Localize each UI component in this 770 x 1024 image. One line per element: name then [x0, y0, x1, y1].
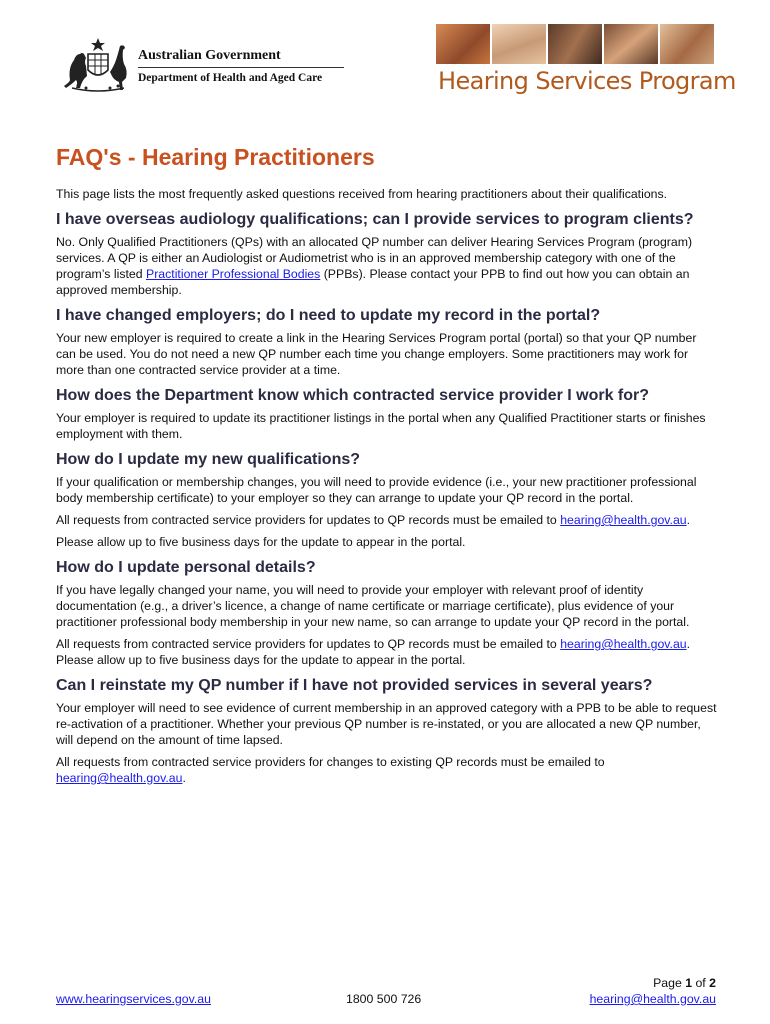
department-name: Department of Health and Aged Care — [138, 72, 323, 84]
page-label: Page — [653, 976, 682, 990]
faq-answer: If your qualification or membership changes, you will need to provide evidence (i.e., your new practitioner professional body membership certificate) to your employer so they can arrange to update your QP record in the portal. — [56, 475, 697, 505]
faq-answer — [56, 512, 718, 528]
faq-answer: If you have legally changed your name, you will need to provide your employer with relevant proof of identity documentation (e.g., a driver’s licence, a change of name certificate or marriage certificate), plus evidence of your practitioner professional body membership in your new name, so can arrange to update your QP record in the portal. — [56, 583, 690, 629]
page-current: 1 — [685, 976, 693, 990]
faq-question: I have changed employers; do I need to update my record in the portal? — [56, 307, 601, 324]
program-photo — [492, 24, 546, 64]
program-title: Hearing Services Program — [438, 67, 736, 95]
faq-question: How do I update personal details? — [56, 559, 316, 576]
faq-answer — [56, 234, 718, 298]
faq-answer: Please allow up to five business days for the update to appear in the portal. — [56, 535, 466, 549]
document-body — [56, 142, 718, 792]
faq-question: How does the Department know which contracted service provider I work for? — [56, 387, 650, 404]
answer-text: . Please allow up to five business days for the update to appear in the portal. — [56, 637, 691, 667]
government-name: Australian Government — [138, 48, 281, 63]
logo-divider — [138, 67, 344, 68]
page-total: 2 — [709, 976, 716, 990]
website-link[interactable]: www.hearingservices.gov.au — [56, 992, 211, 1006]
page-header — [0, 0, 770, 110]
answer-text: All requests from contracted service providers for changes to existing QP records must be emailed to — [56, 755, 605, 769]
faq-question: How do I update my new qualifications? — [56, 451, 361, 468]
faq-question: Can I reinstate my QP number if I have not provided services in several years? — [56, 677, 653, 694]
program-photo — [436, 24, 490, 64]
ppb-link[interactable]: Practitioner Professional Bodies — [146, 267, 321, 281]
program-photo — [548, 24, 602, 64]
phone-number: 1800 500 726 — [346, 992, 422, 1006]
faq-question: I have overseas audiology qualifications; can I provide services to program clients? — [56, 211, 694, 228]
program-photo-strip — [436, 24, 714, 64]
answer-text: All requests from contracted service providers for updates to QP records must be emailed to — [56, 637, 561, 651]
page-of: of — [695, 976, 706, 990]
page-footer — [56, 976, 718, 1016]
intro-paragraph: This page lists the most frequently asked questions received from hearing practitioners about their qualifications. — [56, 187, 668, 201]
faq-answer: Your employer will need to see evidence of current membership in an approved category with a PPB to be able to request re-activation of a practitioner. Whether your previous QP number is re-instated, or you are allocated a new QP number, will depend on the amount of time lapsed. — [56, 701, 717, 747]
email-link[interactable]: hearing@health.gov.au — [56, 771, 183, 785]
australian-government-logo — [62, 36, 352, 92]
answer-text: All requests from contracted service providers for updates to QP records must be emailed to — [56, 513, 561, 527]
answer-text: . — [686, 513, 691, 527]
program-photo — [604, 24, 658, 64]
faq-answer — [56, 636, 718, 668]
answer-text: No. Only Qualified Practitioners (QPs) with an allocated QP number can deliver Hearing Services Program (program) services. A QP is either an Audiologist or Audiometrist who is in an approved membership category with one of the program’s listed — [56, 235, 693, 281]
email-link[interactable]: hearing@health.gov.au — [560, 513, 687, 527]
faq-answer — [56, 754, 718, 786]
program-photo — [660, 24, 714, 64]
page-title: FAQ's - Hearing Practitioners — [56, 144, 375, 170]
answer-text: . — [182, 771, 186, 785]
coat-of-arms-icon — [62, 36, 134, 92]
page-number — [653, 976, 716, 991]
faq-answer: Your new employer is required to create a link in the Hearing Services Program portal (portal) so that your QP number can be used. You do not need a new QP number each time you change employers. Some practitioners may work for more than one contracted service provider at a time. — [56, 331, 697, 377]
faq-answer: Your employer is required to update its practitioner listings in the portal when any Qualified Practitioner starts or finishes employment with them. — [56, 411, 706, 441]
email-link[interactable]: hearing@health.gov.au — [560, 637, 687, 651]
answer-text: (PPBs). Please contact your PPB to find out how you can obtain an approved membership. — [56, 267, 690, 297]
footer-email-link[interactable]: hearing@health.gov.au — [589, 992, 716, 1006]
